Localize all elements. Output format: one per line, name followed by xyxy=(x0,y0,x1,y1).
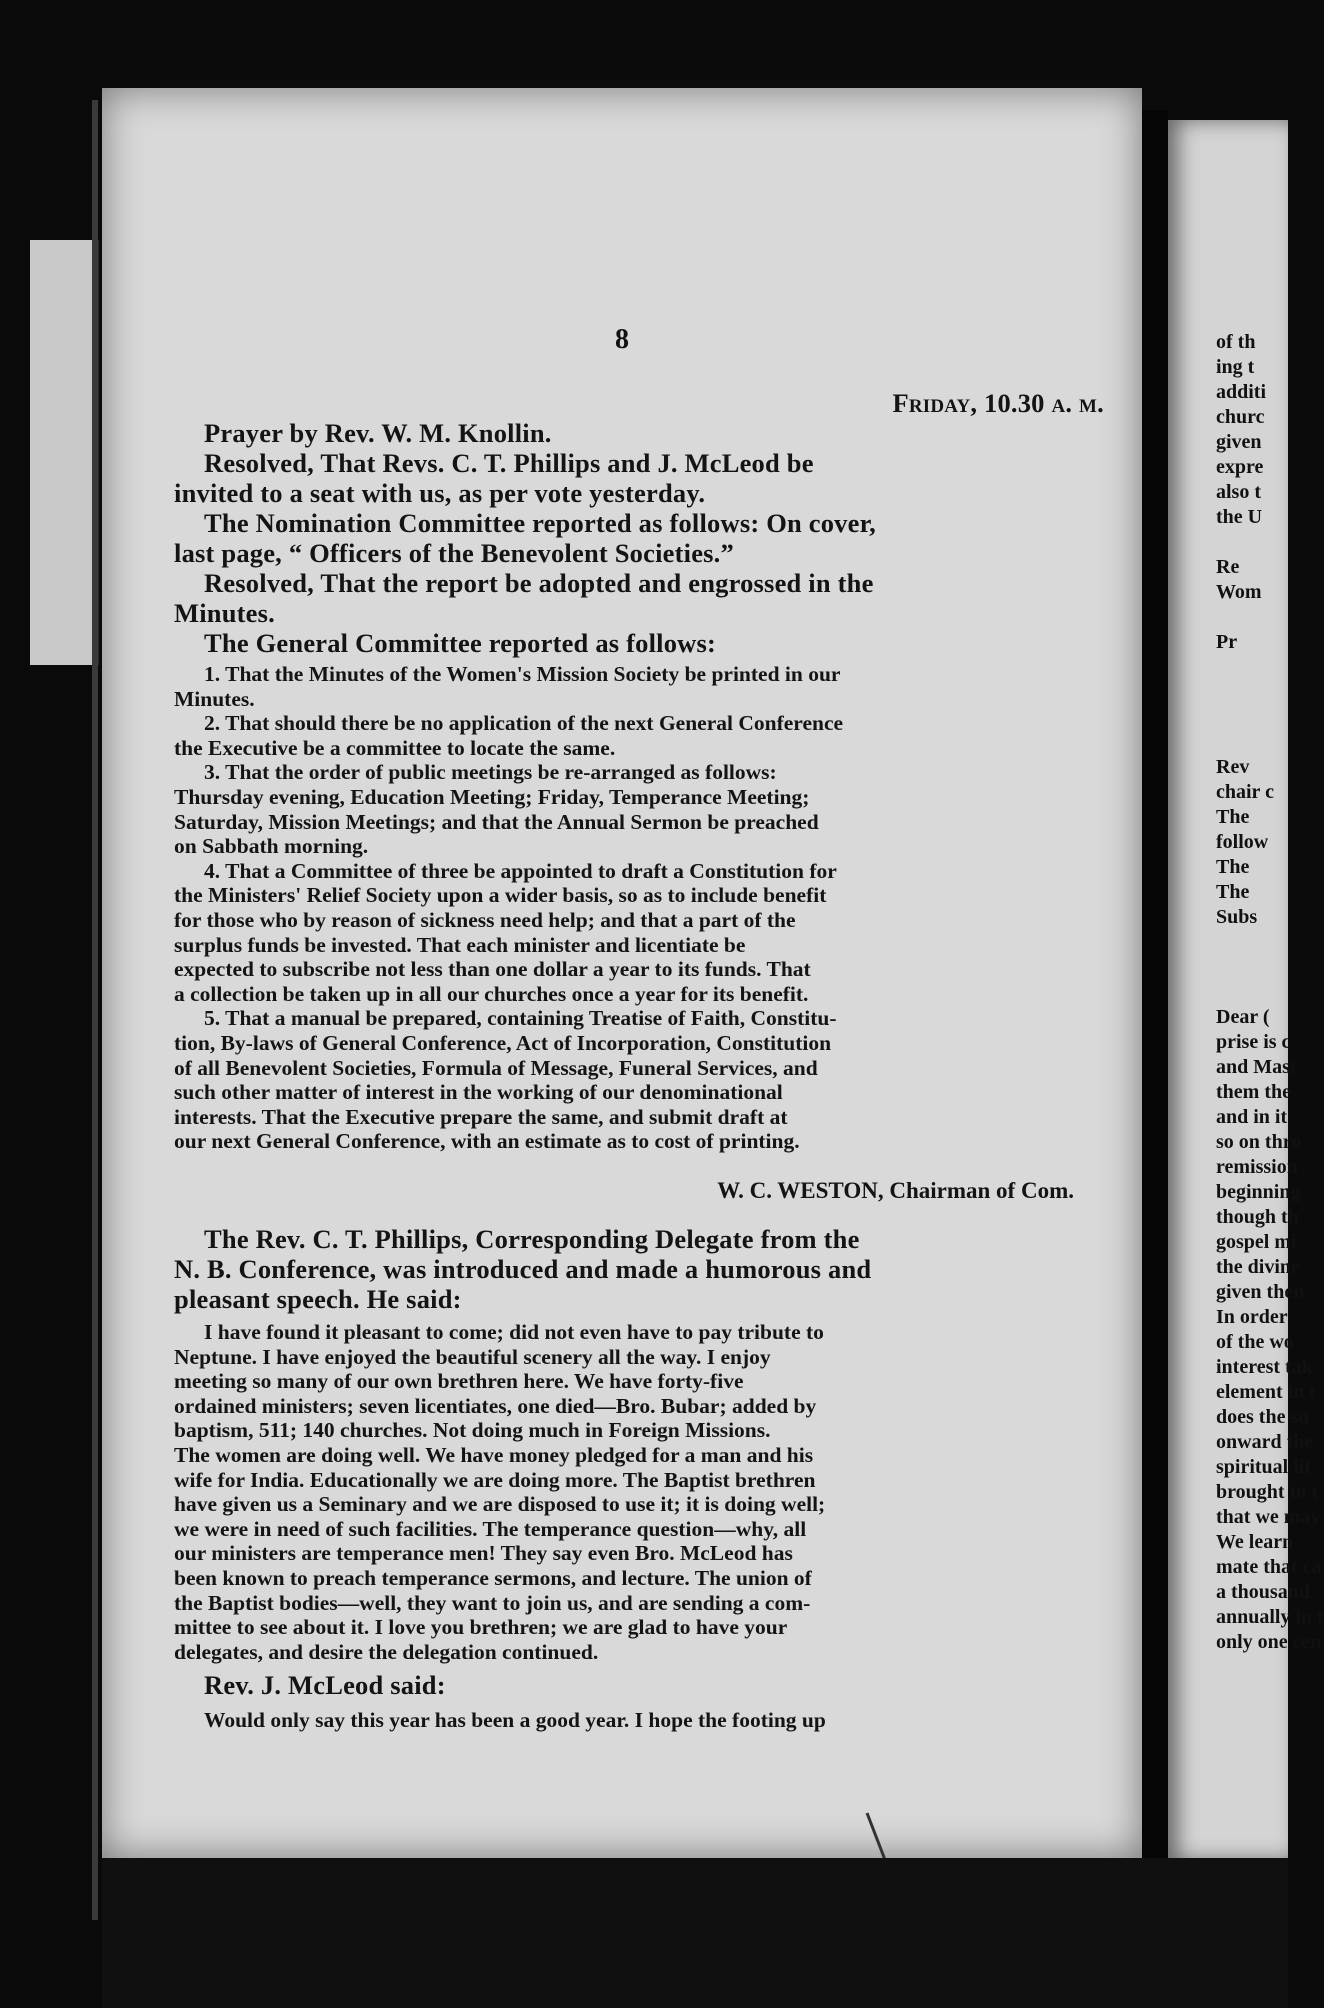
facing-line: of th xyxy=(1216,331,1256,353)
text-line: The Nomination Committee reported as follows: On cover, xyxy=(204,508,876,538)
facing-line: element in t xyxy=(1216,1381,1316,1403)
facing-line: Wom xyxy=(1216,581,1262,603)
facing-line: given then xyxy=(1216,1281,1305,1303)
facing-line xyxy=(1216,955,1288,980)
report-line: 3. That the order of public meetings be re-arranged as follows: xyxy=(204,760,777,785)
report-line: the Executive be a committee to locate the same. xyxy=(174,735,616,760)
facing-line: mate that ca xyxy=(1216,1556,1322,1578)
facing-line: a thousand xyxy=(1216,1581,1310,1603)
report-line: a collection be taken up in all our churches once a year for its benefit. xyxy=(174,981,809,1006)
speech-line: baptism, 511; 140 churches. Not doing much in Foreign Missions. xyxy=(174,1418,771,1443)
facing-line: them the xyxy=(1216,1081,1291,1103)
speech-line: Neptune. I have enjoyed the beautiful scenery all the way. I enjoy xyxy=(174,1344,771,1369)
facing-line: the U xyxy=(1216,506,1263,528)
report-line: the Ministers' Relief Society upon a wider basis, so as to include benefit xyxy=(174,883,827,908)
facing-line: only one cen xyxy=(1216,1631,1322,1653)
speech-line: been known to preach temperance sermons, and lecture. The union of xyxy=(174,1565,812,1590)
facing-line: also t xyxy=(1216,481,1261,503)
spine-edge xyxy=(92,100,98,1920)
facing-line: onward the xyxy=(1216,1431,1314,1453)
page-tab xyxy=(30,240,99,665)
speech-line: I have found it pleasant to come; did not even have to pay tribute to xyxy=(204,1320,824,1344)
speech-line: wife for India. Educationally we are doing more. The Baptist brethren xyxy=(174,1467,816,1492)
committee-report xyxy=(174,662,1114,1154)
text-line: pleasant speech. He said: xyxy=(174,1284,462,1314)
report-line: our next General Conference, with an estimate as to cost of printing. xyxy=(174,1129,800,1154)
facing-line: and in it xyxy=(1216,1106,1288,1128)
facing-line xyxy=(1216,680,1288,705)
report-line: expected to subscribe not less than one dollar a year to its funds. That xyxy=(174,957,811,982)
bottom-edge xyxy=(102,1858,1288,2008)
text-line: Minutes. xyxy=(174,598,275,628)
facing-line: gospel mi xyxy=(1216,1231,1297,1253)
report-line: for those who by reason of sickness need help; and that a part of the xyxy=(174,907,796,932)
report-line: interests. That the Executive prepare the same, and submit draft at xyxy=(174,1104,788,1129)
facing-line xyxy=(1216,930,1288,955)
text-line: last page, “ Officers of the Benevolent Societies.” xyxy=(174,538,734,568)
speech-line: our ministers are temperance men! They say even Bro. McLeod has xyxy=(174,1541,793,1566)
facing-line: annually in t xyxy=(1216,1606,1324,1628)
signature-block xyxy=(174,1178,1114,1204)
document-page xyxy=(102,88,1142,1858)
delegate-intro xyxy=(174,1224,1114,1314)
report-line: Thursday evening, Education Meeting; Friday, Temperance Meeting; xyxy=(174,784,810,809)
text-line: N. B. Conference, was introduced and made a humorous and xyxy=(174,1254,872,1284)
heading-block xyxy=(174,388,1114,418)
facing-line: so on thro xyxy=(1216,1131,1302,1153)
facing-line: though th xyxy=(1216,1206,1299,1228)
facing-line: Subs xyxy=(1216,906,1258,928)
speech-line: the Baptist bodies—well, they want to join us, and are sending a com- xyxy=(174,1590,811,1615)
report-line: such other matter of interest in the working of our denominational xyxy=(174,1080,783,1105)
report-line: 1. That the Minutes of the Women's Mission Society be printed in our xyxy=(204,662,841,686)
facing-line: and Mast xyxy=(1216,1056,1297,1078)
speech-line: ordained ministers; seven licentiates, one died—Bro. Bubar; added by xyxy=(174,1393,817,1418)
facing-line xyxy=(1216,705,1288,730)
facing-line: Dear ( xyxy=(1216,1006,1270,1028)
facing-line: churc xyxy=(1216,406,1265,428)
report-line: of all Benevolent Societies, Formula of Message, Funeral Services, and xyxy=(174,1055,818,1080)
report-line: tion, By-laws of General Conference, Act of Incorporation, Constitution xyxy=(174,1030,832,1055)
report-line: 5. That a manual be prepared, containing Treatise of Faith, Constitu- xyxy=(204,1006,837,1031)
report-line: on Sabbath morning. xyxy=(174,834,369,859)
delegate-speech xyxy=(174,1320,1114,1664)
report-line: 2. That should there be no application of the next General Conference xyxy=(204,711,844,736)
facing-line xyxy=(1216,605,1288,630)
facing-line: of the wo xyxy=(1216,1331,1294,1353)
speech-line: mittee to see about it. I love you brethren; we are glad to have your xyxy=(174,1615,788,1640)
mcleod-heading: Rev. J. McLeod said: xyxy=(204,1670,446,1700)
facing-line xyxy=(1216,980,1288,1005)
facing-line: expre xyxy=(1216,456,1264,478)
report-line: Saturday, Mission Meetings; and that the Annual Sermon be preached xyxy=(174,809,819,834)
speech-line: we were in need of such facilities. The temperance question—why, all xyxy=(174,1516,807,1541)
facing-line: Re xyxy=(1216,556,1240,578)
text-line: invited to a seat with us, as per vote yesterday. xyxy=(174,478,706,508)
facing-line: prise is c xyxy=(1216,1031,1291,1053)
facing-line: follow xyxy=(1216,831,1269,853)
text-line: Resolved, That the report be adopted and engrossed in the xyxy=(204,568,874,598)
facing-line xyxy=(1216,530,1288,555)
session-heading: Friday, 10.30 a. m. xyxy=(892,388,1104,418)
facing-line: chair c xyxy=(1216,781,1274,803)
facing-line: brought to t xyxy=(1216,1481,1318,1503)
facing-line: that we may xyxy=(1216,1506,1321,1528)
facing-line: The xyxy=(1216,881,1250,903)
facing-line: the divine xyxy=(1216,1256,1300,1278)
facing-line: Rev xyxy=(1216,756,1250,778)
speech-line: delegates, and desire the delegation continued. xyxy=(174,1639,599,1664)
facing-line: ing t xyxy=(1216,356,1255,378)
proceedings-block xyxy=(174,418,1114,658)
facing-line: additi xyxy=(1216,381,1267,403)
speech-line: The women are doing well. We have money pledged for a man and his xyxy=(174,1442,814,1467)
facing-page xyxy=(1168,120,1324,1860)
facing-line xyxy=(1216,655,1288,680)
facing-line: In order xyxy=(1216,1306,1288,1328)
facing-line: remission xyxy=(1216,1156,1298,1178)
speech-line: meeting so many of our own brethren here. We have forty-five xyxy=(174,1369,744,1394)
chairman-signature: W. C. WESTON, Chairman of Com. xyxy=(717,1178,1074,1203)
facing-line: given xyxy=(1216,431,1262,453)
facing-line: Pr xyxy=(1216,631,1238,653)
facing-line: interest tak xyxy=(1216,1356,1313,1378)
facing-line xyxy=(1216,730,1288,755)
facing-line: The xyxy=(1216,856,1250,878)
text-line: Resolved, That Revs. C. T. Phillips and J. McLeod be xyxy=(204,448,814,478)
text-line: Prayer by Rev. W. M. Knollin. xyxy=(204,418,552,448)
speech-line: have given us a Seminary and we are disposed to use it; it is doing well; xyxy=(174,1492,826,1517)
facing-line: We learn xyxy=(1216,1531,1294,1553)
last-line: Would only say this year has been a good year. I hope the footing up xyxy=(204,1708,826,1732)
report-line: 4. That a Committee of three be appointed to draft a Constitution for xyxy=(204,858,837,883)
text-line: The General Committee reported as follows: xyxy=(204,628,717,658)
facing-line: does the su xyxy=(1216,1406,1310,1428)
mcleod-block xyxy=(174,1670,1114,1733)
text-line: The Rev. C. T. Phillips, Corresponding Delegate from the xyxy=(204,1224,860,1254)
facing-line: beginning xyxy=(1216,1181,1301,1203)
facing-page-text xyxy=(1168,120,1324,1655)
facing-line: The xyxy=(1216,806,1250,828)
report-line: surplus funds be invested. That each minister and licentiate be xyxy=(174,932,746,957)
page-number: 8 xyxy=(615,324,629,355)
report-line: Minutes. xyxy=(174,686,255,711)
page-gutter xyxy=(1142,110,1168,1860)
facing-line: spiritual lif xyxy=(1216,1456,1312,1478)
